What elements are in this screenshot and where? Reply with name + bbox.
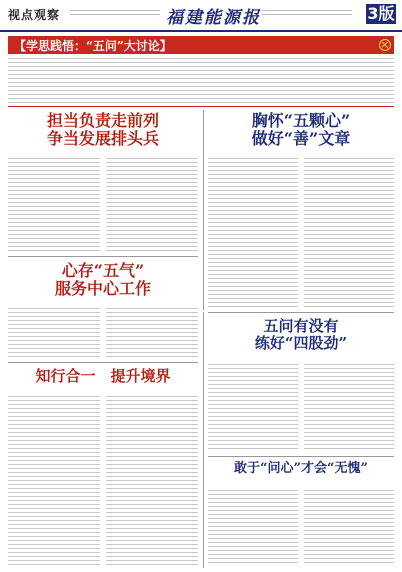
title-line: 五问有没有 — [263, 317, 339, 335]
divider — [8, 256, 198, 257]
divider — [8, 362, 198, 363]
article-body — [304, 158, 394, 308]
title-line: 心存“五气” — [61, 261, 145, 280]
article-body — [8, 308, 100, 358]
article-body — [106, 308, 198, 358]
masthead — [0, 0, 402, 32]
title-line: 知行合一 提升境界 — [35, 367, 171, 385]
article-body — [304, 364, 394, 450]
article-title — [8, 262, 198, 297]
article-title — [8, 368, 198, 385]
article-body — [8, 396, 100, 566]
title-line: 胸怀“五颗心” — [251, 111, 351, 130]
article-title — [8, 112, 198, 147]
article-title — [208, 112, 394, 147]
title-line: 争当发展排头兵 — [46, 128, 159, 148]
title-line: 练好“四股劲” — [254, 333, 348, 352]
title-line: 服务中心工作 — [54, 278, 151, 298]
article-body — [106, 396, 198, 566]
party-emblem-icon — [358, 38, 392, 52]
article-body — [208, 158, 298, 308]
page-number-badge: 3版 — [367, 4, 395, 23]
article-title — [208, 318, 394, 351]
masthead-info-rule — [70, 10, 160, 15]
article-body — [106, 158, 198, 252]
intro-paragraph — [8, 58, 394, 104]
topic-banner — [8, 36, 394, 54]
article-body — [208, 490, 298, 566]
article-title — [208, 462, 394, 476]
title-line: 做好“善”文章 — [251, 128, 351, 148]
section-name: 视点观察 — [8, 8, 61, 22]
article-body — [208, 364, 298, 450]
title-line: 担当负责走前列 — [46, 111, 159, 130]
article-body — [8, 158, 100, 252]
article-body — [304, 490, 394, 566]
newspaper-brand: 福建能源报 — [166, 8, 261, 28]
masthead-info-rule-right — [262, 10, 352, 15]
column-divider — [203, 312, 204, 568]
banner-title: 【学思践悟：“五问”大讨论】 — [14, 39, 172, 53]
title-line: 敢于“问心”才会“无愧” — [234, 461, 368, 476]
divider — [8, 106, 394, 107]
column-divider — [203, 110, 204, 310]
divider — [208, 456, 394, 457]
divider — [208, 312, 394, 313]
